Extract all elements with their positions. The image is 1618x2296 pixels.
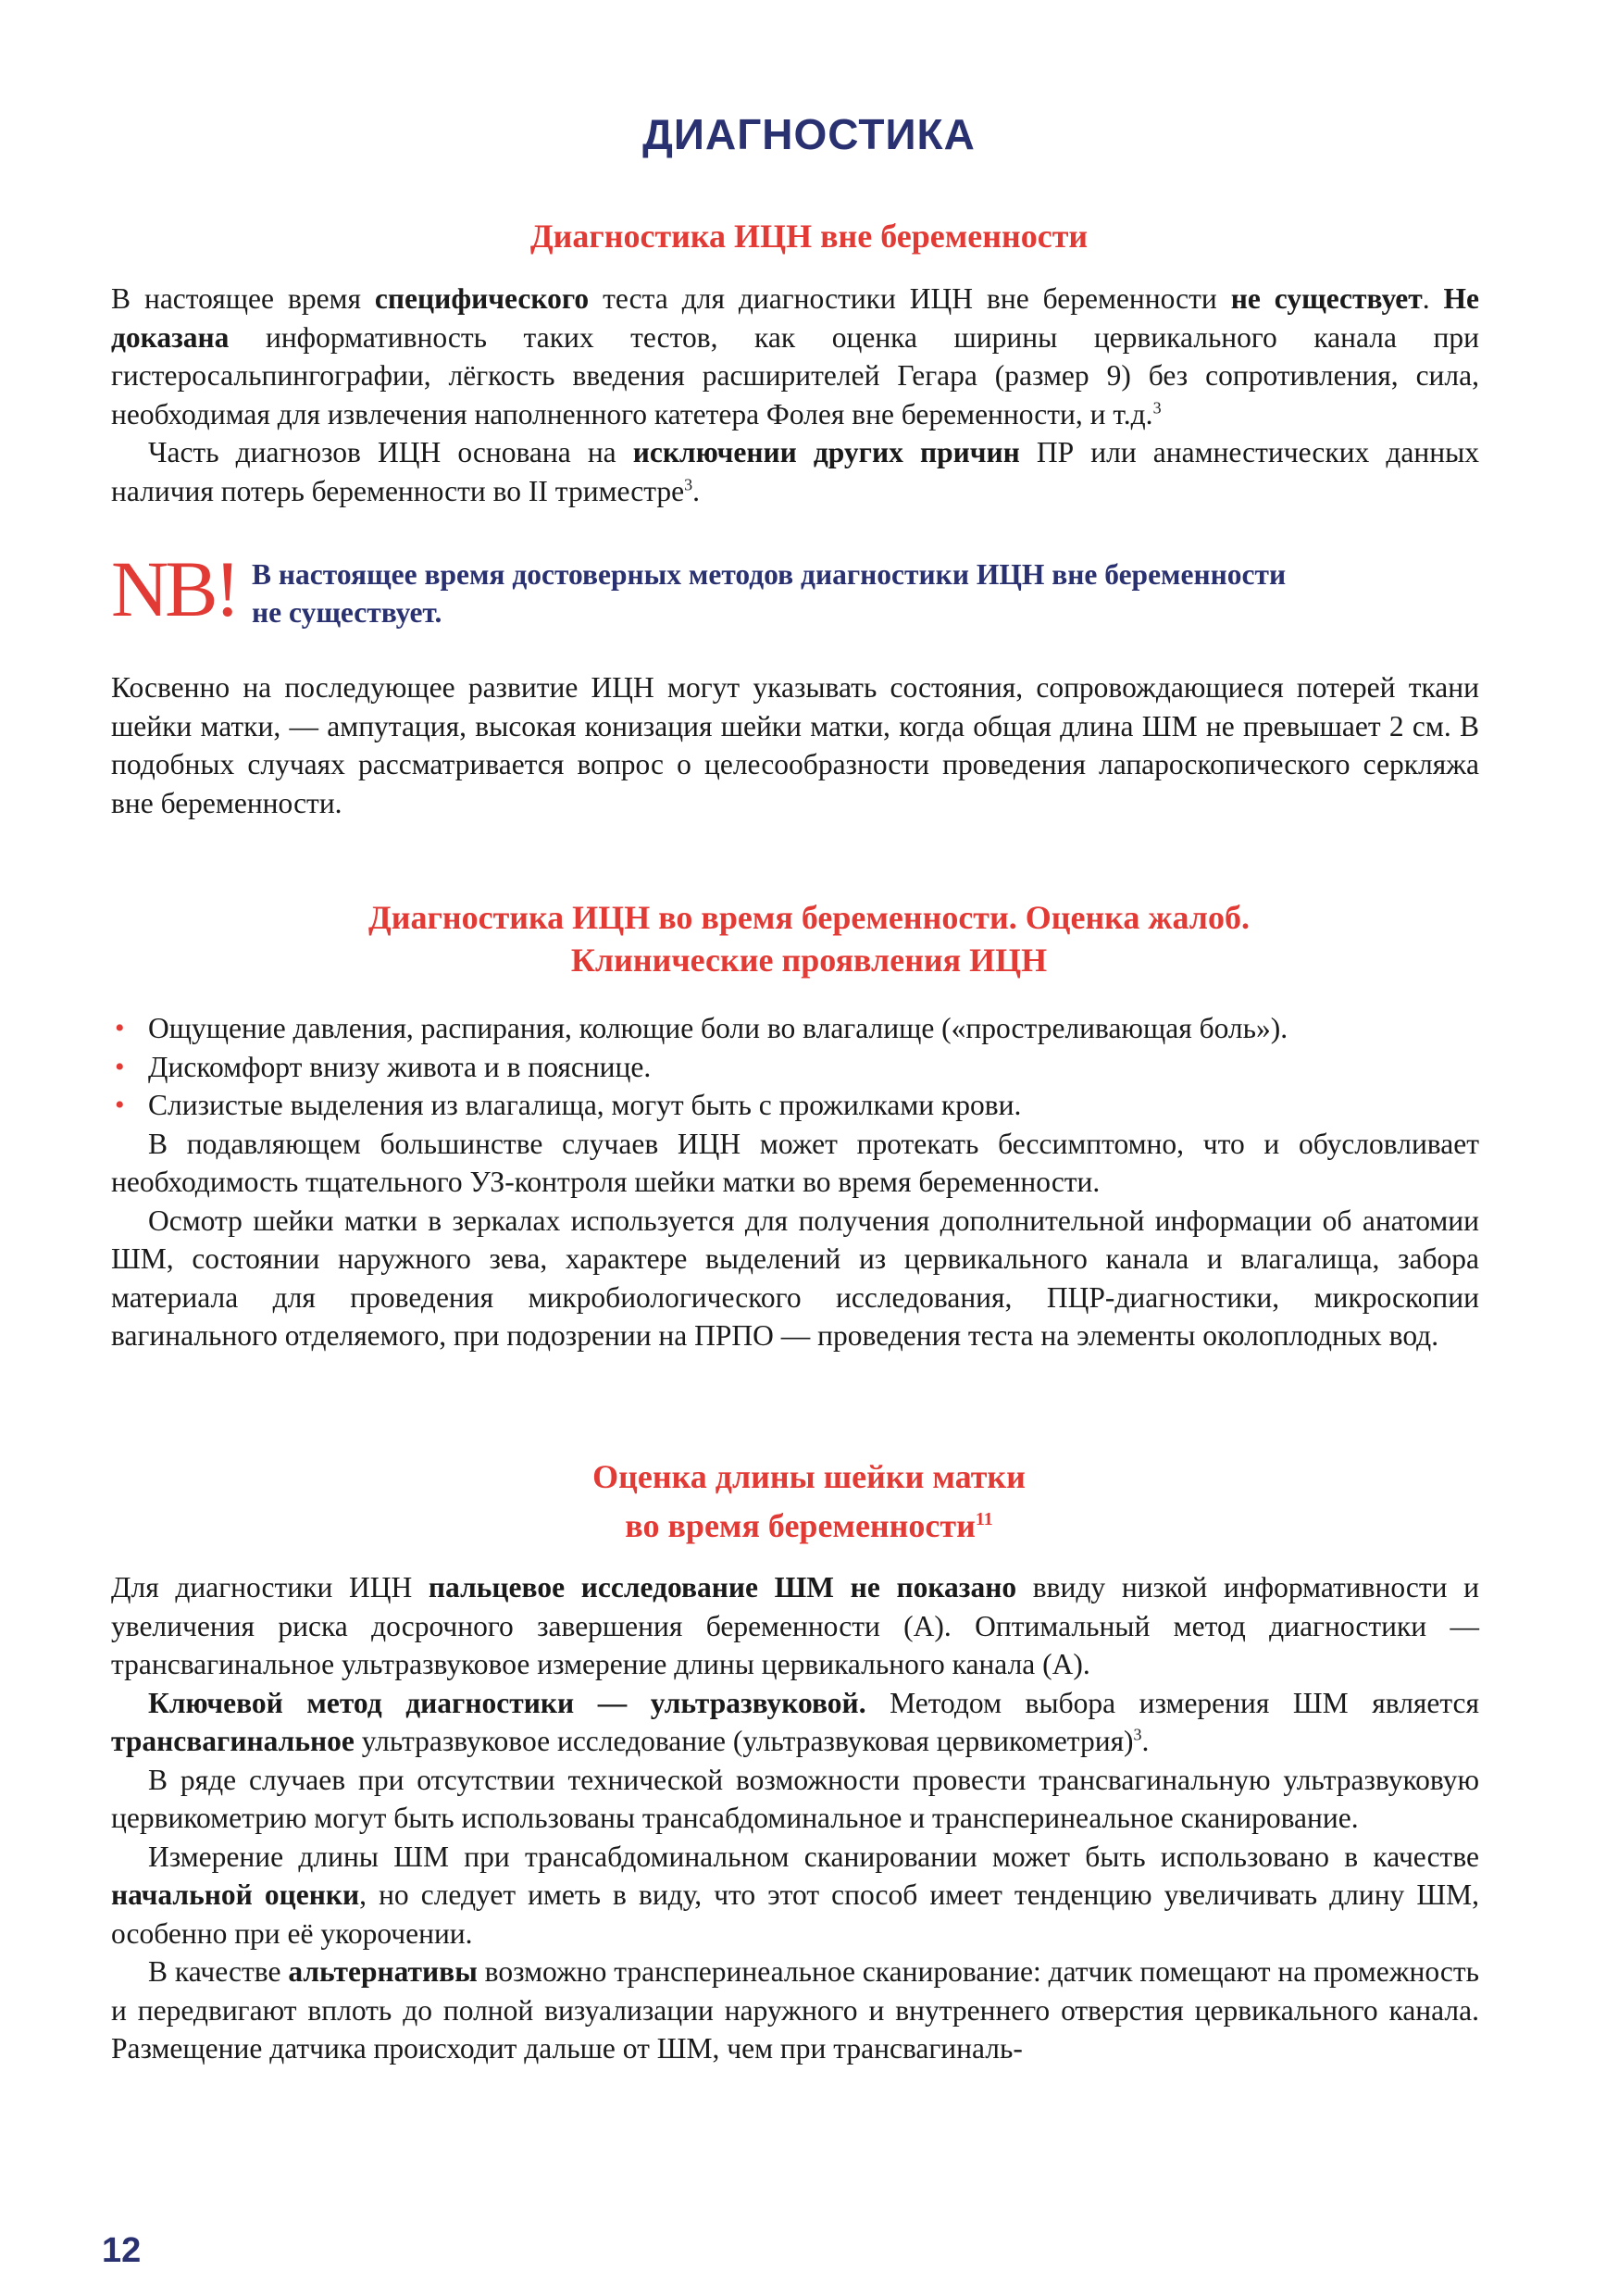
paragraph-transperineal: В качестве альтернативы возможно трансперинеальное сканирование: датчик помещают на промежность и передвигают вплоть до полной визуализации наружного и внутреннего отверстия цервикального канала. Размещение датчика происходит дальше от ШМ, чем при трансвагиналь- <box>111 1955 1479 2065</box>
list-item: • Ощущение давления, распирания, колющие боли во влагалище («простреливающая боль»). <box>111 1009 1479 1048</box>
paragraph-indirect-signs: Косвенно на последующее развитие ИЦН могут указывать состояния, сопровождающиеся потерей ткани шейки матки, — ампутация, высокая конизация шейки матки, когда общая длина ШМ не превышает 2 см. В подобных случаях рассматривается вопрос о целесообразности проведения лапароскопического серкляжа вне беременности. <box>111 671 1479 819</box>
section-heading-during-pregnancy: Диагностика ИЦН во время беременности. Оценка жалоб. Клинические проявления ИЦН <box>367 899 1250 979</box>
section-heading-cervical-length: Оценка длины шейки матки во время беременности$^{11}$ <box>592 1458 1026 1544</box>
nb-callout <box>111 544 1481 639</box>
bullet-icon: • <box>115 1090 125 1120</box>
paragraph-no-specific-test: В настоящее время специфического теста для диагностики ИЦН вне беременности не существует. Не доказана информативность таких тестов, как оценка ширины цервикального канала при гистеросальпингографии, лёгкость введения расширителей Гегара (размер 9) без сопротивления, сила, необходимая для извлечения наполненного катетера Фолея вне беременности, и т.д.$^3$ <box>111 282 1479 430</box>
section2-body <box>111 1009 1479 1355</box>
paragraph-digital-exam: Для диагностики ИЦН пальцевое исследование ШМ не показано ввиду низкой информативности и увеличения риска досрочного завершения беременности (А). Оптимальный метод диагностики — трансвагинальное ультразвуковое измерение длины цервикального канала (А). <box>111 1571 1480 1680</box>
indirect-paragraph-block <box>111 668 1479 822</box>
footnote-ref: 3 <box>1133 1725 1142 1744</box>
page-number: 12 <box>102 2231 142 2270</box>
paragraph-speculum-exam: Осмотр шейки матки в зеркалах используется для получения дополнительной информации об анатомии ШМ, состоянии наружного зева, характере выделений из цервикального канала и влагалища, забора материала для проведения микробиологического исследования, ПЦР-диагностики, микроскопии вагинального отделяемого, при подозрении на ПРПО — проведения теста на элементы околоплодных вод. <box>111 1204 1479 1352</box>
paragraph-diagnosis-exclusion: Часть диагнозов ИЦН основана на исключении других причин ПР или анамнестических данных наличия потерь беременности во II триместре$^3$. <box>111 436 1479 507</box>
nb-mark: NB! <box>111 544 238 633</box>
bullet-icon: • <box>115 1013 125 1043</box>
section3-body <box>111 1568 1479 2068</box>
footnote-ref: 3 <box>1152 398 1162 417</box>
bullet-icon: • <box>115 1051 125 1082</box>
nb-text: В настоящее время достоверных методов диагностики ИЦН вне беременности не существует. <box>252 558 1287 629</box>
paragraph-asymptomatic: В подавляющем большинстве случаев ИЦН может протекать бессимптомно, что и обусловливает необходимость тщательного УЗ-контроля шейки матки во время беременности. <box>111 1127 1479 1198</box>
symptom-list <box>111 1009 1479 1125</box>
footnote-ref: 3 <box>684 475 693 493</box>
paragraph-transabdominal: Измерение длины ШМ при трансабдоминальном сканировании может быть использовано в качестве начальной оценки, но следует иметь в виду, что этот способ имеет тенденцию увеличивать длину ШМ, особенно при её укорочении. <box>111 1840 1479 1950</box>
list-item: • Слизистые выделения из влагалища, могут быть с прожилками крови. <box>111 1086 1479 1125</box>
section-heading-outside-pregnancy: Диагностика ИЦН вне беременности <box>529 218 1089 255</box>
paragraph-key-method: Ключевой метод диагностики — ультразвуковой. Методом выбора измерения ШМ является трансвагинальное ультразвуковое исследование (ультразвуковая цервикометрия)$^3$. <box>111 1686 1479 1757</box>
page-title: ДИАГНОСТИКА <box>642 110 976 158</box>
section1-body <box>111 280 1479 510</box>
list-item: • Дискомфорт внизу живота и в пояснице. <box>111 1048 1479 1087</box>
footnote-ref: 11 <box>975 1509 993 1529</box>
paragraph-alternative-scanning: В ряде случаев при отсутствии технической возможности провести трансвагинальную ультразвуковую цервикометрию могут быть использованы трансабдоминальное и трансперинеальное сканирование. <box>111 1763 1479 1834</box>
